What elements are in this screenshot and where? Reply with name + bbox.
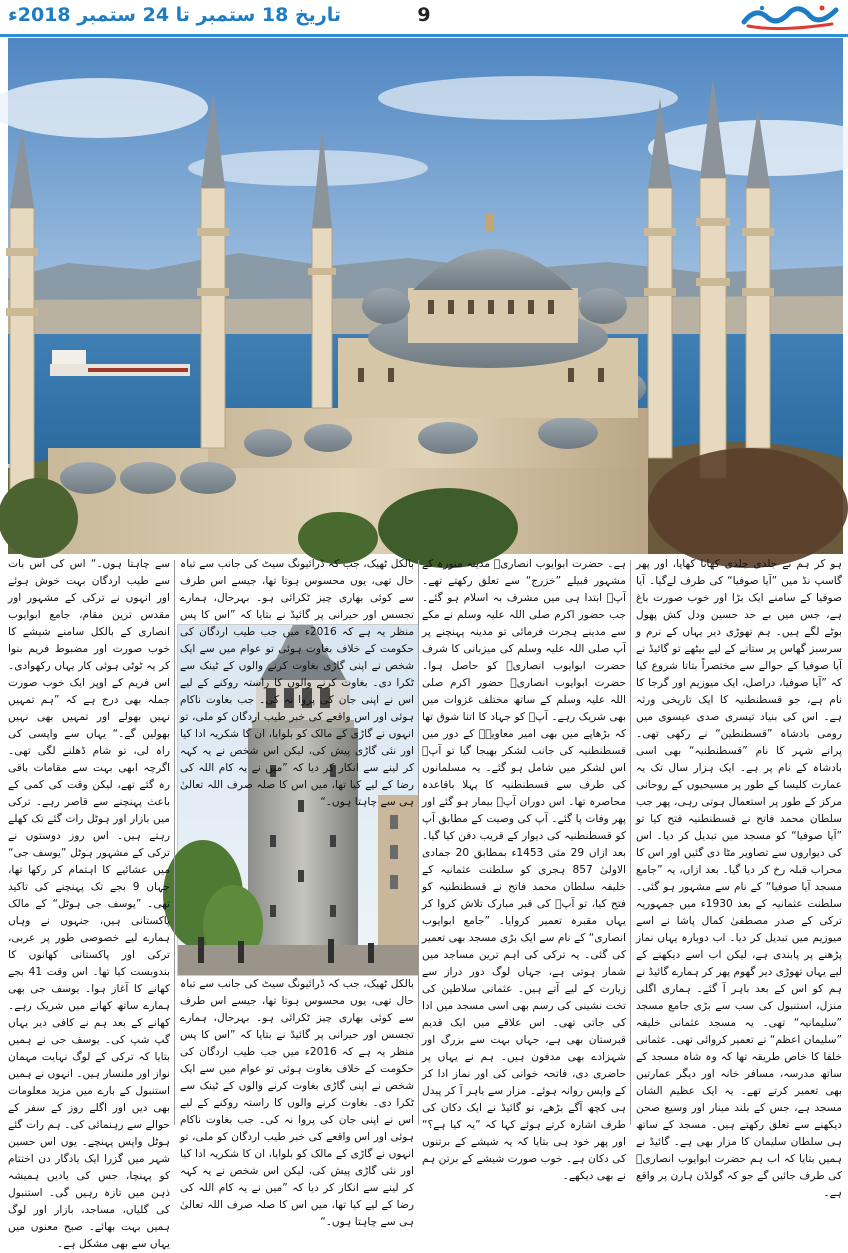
column-divider [630, 560, 631, 1125]
column-3-continued-text: بالکل ٹھیک، جب کہ ڈرائیونگ سیٹ کی جانب سے تباہ حال تھی، یوں محسوس ہوتا تھا، جیسے اس طرف سے کوئی بھاری چیز ٹکرائی ہو۔ بہرحال، ہمارے تجسس اور حیرانی پر گائیڈ نے بتایا کہ ”اس کا پس منظر یہ ہے کہ 2016ء میں جب طیب اردگان کی حکومت کے خلاف بغاوت ہوئی تو عوام میں سے ایک شخص نے اپنی گاڑی بغاوت کرنے والوں کے ٹینک سے ٹکرا دی۔ بغاوت کرنے والوں کا راستہ روکنے کے لیے اس نے اپنی جان کی پروا نہ کی۔ جب بغاوت ناکام ہوئی اور اس واقعے کی خبر طیب اردگان کو ملی، تو انہوں نے گاڑی کے مالک کو بلوایا، ان کا شکریہ ادا کیا اور نئی گاڑی پیش کی، لیکن اس شخص نے یہ کہہ کر لینے سے انکار کر دیا کہ ”میں نے یہ کام اللہ کی رضا کے لیے کیا تھا، میں اس کا صلہ صرف اللہ تعالیٰ ہی سے چاہتا ہوں۔“ [180, 978, 415, 1228]
page-number: 9 [417, 4, 431, 26]
column-3-text: بالکل ٹھیک، جب کہ ڈرائیونگ سیٹ کی جانب سے تباہ حال تھی، یوں محسوس ہوتا تھا، جیسے اس طرف سے کوئی بھاری چیز ٹکرائی ہو۔ بہرحال، ہمارے تجسس اور حیرانی پر گائیڈ نے بتایا کہ ”اس کا پس منظر یہ ہے کہ 2016ء میں جب طیب اردگان کی حکومت کے خلاف بغاوت ہوئی تو عوام میں سے ایک شخص نے اپنی گاڑی بغاوت کرنے والوں کے ٹینک سے ٹکرا دی۔ بغاوت کرنے والوں کا راستہ روکنے کے لیے اس نے اپنی جان کی پروا نہ کی۔ جب بغاوت ناکام ہوئی اور اس واقعے کی خبر طیب اردگان کو ملی، تو انہوں نے گاڑی کے مالک کو بلوایا، ان کا شکریہ ادا کیا اور نئی گاڑی پیش کی، لیکن اس شخص نے یہ کہہ کر لینے سے انکار کر دیا کہ ”میں نے یہ کام اللہ کی رضا کے لیے کیا تھا، میں اس کا صلہ صرف اللہ تعالیٰ ہی سے چاہتا ہوں۔“ [180, 558, 415, 808]
column-2-text: ہے۔ حضرت ابوایوب انصاریؓ مدینہ منورہ کے مشہور قبیلے ”خزرج“ سے تعلق رکھتے تھے۔ آپؓ ابتدا ہی میں مشرف بہ اسلام ہو گئے۔ جب حضور اکرم صلی اللہ علیہ وسلم نے مکے سے مدینے ہجرت فرمائی تو مدینہ پہنچنے پر آپ صلی اللہ علیہ وسلم کی میزبانی کا شرف حضرت ابوایوب انصاریؓ کو حاصل ہوا۔ حضرت ابوایوب انصاریؓ حضور اکرم صلی اللہ علیہ وسلم کے ساتھ مختلف غزوات میں بھی شریک رہے۔ آپؓ کو جہاد کا اتنا شوق تھا کہ بڑھاپے میں بھی امیر معاویہؓ کے دور میں قسطنطنیہ کی جانب لشکر بھیجا گیا تو آپؓ اس لشکر میں شامل ہو گئے۔ یہ مسلمانوں کی طرف سے قسطنطنیہ کا پہلا باقاعدہ محاصرہ تھا۔ اس دوران آپؓ بیمار ہو گئے اور پھر وفات پا گئے۔ آپ کی وصیت کے مطابق آپ کو قسطنطنیہ کی دیوار کے قریب دفن کیا گیا۔ بعد ازاں 29 مئی 1453ء بمطابق 20 جمادی الاولیٰ 857 ہجری کو سلطنت عثمانیہ کے خلیفہ سلطان محمد فاتح نے قسطنطنیہ کو فتح کیا، تو آپؓ کی قبر مبارک تلاش کروا کر یہاں مقبرہ تعمیر کروایا۔ ”جامع ابوایوب انصاری“ کے نام سے ایک بڑی مسجد بھی تعمیر کی گئی۔ یہ ترکی کی اہم ترین مساجد میں شمار ہوتی ہے، جہاں لوگ دور دراز سے زیارت کے لیے آتے ہیں۔ عثمانی سلاطین کی تخت نشینی کی رسم بھی اسی مسجد میں ادا کی جاتی تھی۔ اس علاقے میں ایک قدیم قبرستان بھی ہے، جہاں بہت سے بزرگ اور شہزادے بھی مدفون ہیں۔ ہم نے یہاں پر حاضری دی، فاتحہ خوانی کی اور نماز ادا کر کے واپس روانہ ہوئے۔ مزار سے باہر آ کر پیدل ہی کچھ آگے بڑھے، تو گائیڈ نے ایک دکان کی طرف اشارہ کرتے ہوئے کہا کہ ”یہ کیا ہے؟“ اور پھر خود ہی بتایا کہ یہ شیشے کے برتنوں کی دکان ہے۔ خوب صورت شیشے کے برتن ہم نے بھی دیکھے۔ [422, 558, 627, 1182]
article-column-4 [8, 556, 170, 1250]
article-column-2 [422, 556, 627, 1182]
issue-date: تاریخ 18 ستمبر تا 24 ستمبر 2018ء [8, 4, 342, 26]
article-column-1 [636, 556, 842, 1199]
column-1-text: ہو کر ہم نے جلدی جلدی کھانا کھایا، اور پھر گاسپ نڈ میں ”آیا صوفیا“ کی طرف لےگیا۔ آیا صوفیا کے سامنے ایک بڑا اور خوب صورت باغ ہے، جس میں بے حد حسین ودل کش پھول بوٹے لگے ہیں۔ ہم تھوڑی دیر یہاں کے نرم و سرسبز گھاس پر ستانے کے لیے بیٹھے تو گائیڈ نے آیا صوفیا کے حوالے سے مختصراً بتاتا شروع کیا کہ ”آیا صوفیا، دراصل، ایک میوزیم اور گرجا کا نام ہے، جو قسطنطنیہ کا ایک تاریخی ورثہ ہے۔ اس کی بنیاد تیسری صدی عیسوی میں رومی بادشاہ ”قسطنطین“ نے رکھی تھی۔ پرانے شہر کا نام ”قسطنطنیہ“ بھی اسی بادشاہ کے نام پر ہے۔ ایک ہزار سال تک یہ عمارت کلیسا کے طور پر مسیحیوں کے روحانی مرکز کے طور پر استعمال ہوتی رہی، پھر جب سلطان محمد فاتح نے قسطنطنیہ فتح کیا تو ”آیا صوفیا“ کو مسجد میں تبدیل کر دیا۔ اس کی دیواروں سے تصاویر مٹا دی گئیں اور اس کا محراب قبلہ رخ کر دیا گیا۔ بعد ازاں، یہ ”جامع مسجد آیا صوفیا“ کے نام سے مشہور ہو گئی۔ سلطنت عثمانیہ کے بعد 1930ء میں جمہوریہ ترکی کے صدر مصطفیٰ کمال پاشا نے اسے میوزیم میں تبدیل کر دیا۔ اب دوبارہ یہاں نماز پڑھنے پر پابندی ہے، لیکن اب اسے دیکھنے کے لیے یہاں تھوڑی دیر گھوم پھر کر ہمارے گائیڈ نے ہم کو اس کے بعد باہر آ گئے۔ ہماری اگلی منزل، استنبول کی سب سے بڑی جامع مسجد ”سلیمانیہ“ تھی۔ یہ مسجد عثمانی خلیفہ ”سلیمان اعظم“ نے تعمیر کروائی تھی۔ عثمانی خلفا کا خاص طریقہ تھا کہ وہ شاہ مسجد کے ساتھ مدرسہ، مسافر خانہ اور دیگر عمارتیں بھی تعمیر کرتے تھے۔ یہ ایک عظیم الشان مسجد ہے، جس کے بلند مینار اور وسیع صحن دیکھنے سے تعلق رکھتے ہیں۔ مسجد کے ساتھ ہی سلطان سلیمان کا مزار بھی ہے۔ گائیڈ نے ہمیں بتایا کہ اب ہم حضرت ابوایوب انصاریؓ کی طرف جائیں گے جو کہ گولڈن ہارن پر واقع ہے۔ [636, 558, 842, 1199]
sunday-magazine-logo [738, 2, 842, 30]
column-divider [174, 560, 175, 1125]
page-header [0, 0, 848, 37]
blue-mosque-photo [8, 38, 843, 554]
column-4-text: سے چاہتا ہوں۔“ اس کی اس بات سے طیب اردگان بہت خوش ہوئے اور انہوں نے ترکی کے مشہور اور مقدس ترین مقام، جامع ابوایوب انصاری کے بالکل سامنے شیشے کا خوب صورت اور مضبوط فریم بنوا کر یہ ٹوٹی ہوئی کار یہاں رکھوادی۔ اس فریم کے اوپر ایک خوب صورت جملہ بھی درج ہے کہ ”ہم تمہیں نہیں بھولے اور تمہیں بھی نہیں بھولیں گے۔“ یہاں سے واپسی کی راہ لی، تو شام ڈھلنے لگی تھی۔ اگرچہ ابھی بہت سے مقامات باقی رہ گئے تھے، لیکن وقت کی کمی کے باعث پہنچنے سے قاصر رہے۔ ترکی میں بازار اور ہوٹل رات گئے تک کھلے رہتے ہیں۔ اس روز دوستوں نے ترکی کے مشہور ہوٹل ”یوسف جی“ میں عشائیے کا اہتمام کر رکھا تھا، جہاں 9 بجے تک پہنچنے کی تاکید تھی۔ ”یوسف جی ہوٹل“ کے مالک پاکستانی ہیں، جنہوں نے وہاں ہمارے لیے خصوصی طور پر عربی، ترکی اور پاکستانی کھانوں کا بندوبست کیا تھا۔ اس وقت 41 بجے کھانے کا آغاز ہوا۔ یوسف جی بھی ہمارے ساتھ کھانے میں شریک رہے۔ کھانے کے بعد ہم نے کافی دیر یہاں گپ شپ کی۔ یوسف جی نے ہمیں بتایا کہ ترکی کے لوگ نہایت مہمان نواز اور ملنسار ہیں۔ انہوں نے ہمیں استنبول کے بارے میں مزید معلومات بھی دیں اور اگلے روز کے سفر کے حوالے سے رہنمائی کی۔ ہم رات گئے ہوٹل واپس پہنچے۔ یوں اس حسین شہر میں گزرا ایک یادگار دن اختتام کو پہنچا، جس کی یادیں ہمیشہ ذہن میں تازہ رہیں گی۔ استنبول کی گلیاں، مساجد، بازار اور لوگ ہمیں بہت بھائے۔ صبح معنوں میں یہاں سے بھی مشکل ہے۔ [8, 558, 170, 1250]
article-column-3-top [180, 556, 415, 808]
article-column-3-bottom [180, 976, 415, 1228]
column-divider [418, 560, 419, 1125]
